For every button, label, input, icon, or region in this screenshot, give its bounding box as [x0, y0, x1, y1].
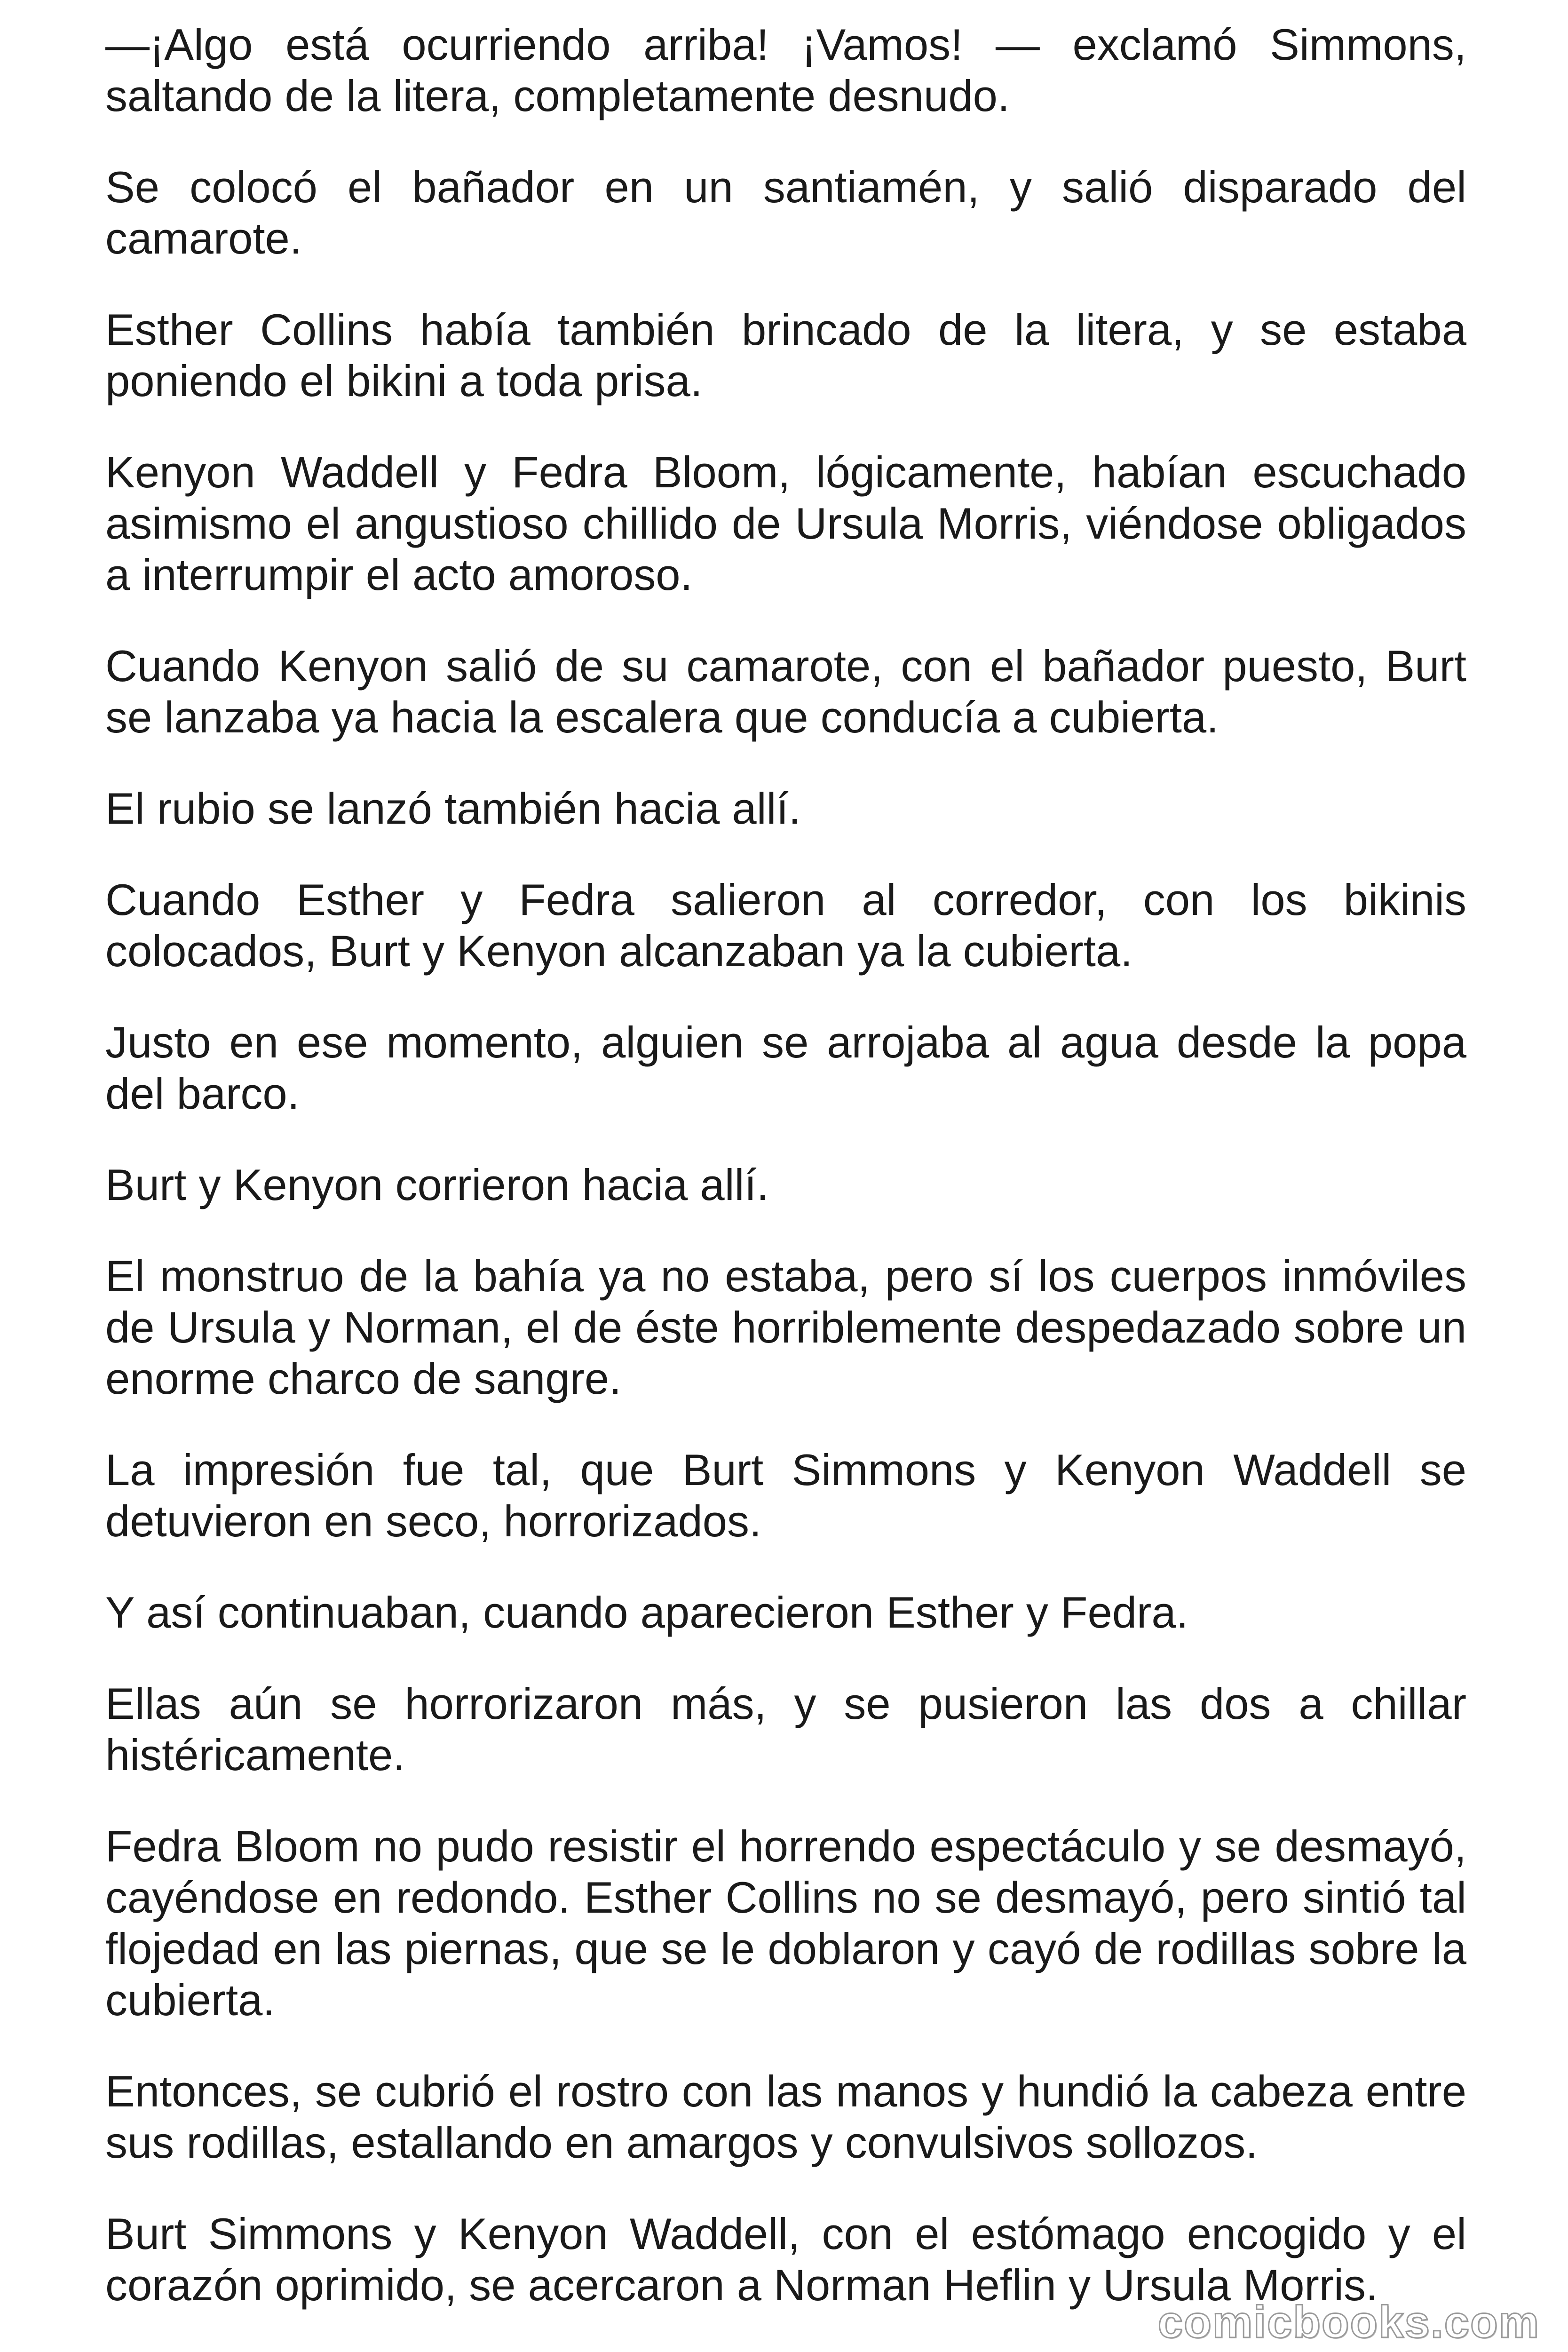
- paragraph-10: El monstruo de la bahía ya no estaba, pero sí los cuerpos inmóviles de Ursula y Norman, el de éste horriblemente despedazado sobre un enorme charco de sangre.: [105, 1251, 1466, 1403]
- paragraph-12: Y así continuaban, cuando aparecieron Esther y Fedra.: [105, 1588, 1188, 1637]
- watermark-text: comicbooks.com: [1157, 2297, 1540, 2347]
- paragraph-15: Entonces, se cubrió el rostro con las manos y hundió la cabeza entre sus rodillas, estallando en amargos y convulsivos sollozos.: [105, 2066, 1466, 2167]
- paragraph-6: El rubio se lanzó también hacia allí.: [105, 784, 801, 833]
- paragraph-8: Justo en ese momento, alguien se arrojaba al agua desde la popa del barco.: [105, 1017, 1466, 1118]
- paragraph-16: Burt Simmons y Kenyon Waddell, con el estómago encogido y el corazón oprimido, se acercaron a Norman Heflin y Ursula Morris.: [105, 2209, 1466, 2310]
- paragraph-4: Kenyon Waddell y Fedra Bloom, lógicamente, habían escuchado asimismo el angustioso chillido de Ursula Morris, viéndose obligados a interrumpir el acto amoroso.: [105, 447, 1466, 599]
- paragraph-11: La impresión fue tal, que Burt Simmons y Kenyon Waddell se detuvieron en seco, horrorizados.: [105, 1445, 1466, 1546]
- paragraph-14: Fedra Bloom no pudo resistir el horrendo espectáculo y se desmayó, cayéndose en redondo. Esther Collins no se desmayó, pero sintió tal flojedad en las piernas, que se le doblaron y cayó de rodillas sobre la cubierta.: [105, 1821, 1466, 2025]
- paragraph-7: Cuando Esther y Fedra salieron al corredor, con los bikinis colocados, Burt y Kenyon alcanzaban ya la cubierta.: [105, 875, 1466, 976]
- document-page: [105, 19, 1466, 2351]
- paragraph-13: Ellas aún se horrorizaron más, y se pusieron las dos a chillar histéricamente.: [105, 1679, 1466, 1780]
- paragraph-3: Esther Collins había también brincado de la litera, y se estaba poniendo el bikini a toda prisa.: [105, 305, 1466, 405]
- paragraph-2: Se colocó el bañador en un santiamén, y salió disparado del camarote.: [105, 162, 1466, 263]
- paragraph-9: Burt y Kenyon corrieron hacia allí.: [105, 1160, 769, 1209]
- paragraph-5: Cuando Kenyon salió de su camarote, con el bañador puesto, Burt se lanzaba ya hacia la escalera que conducía a cubierta.: [105, 641, 1466, 742]
- paragraph-1: —¡Algo está ocurriendo arriba! ¡Vamos! — exclamó Simmons, saltando de la litera, completamente desnudo.: [105, 20, 1466, 120]
